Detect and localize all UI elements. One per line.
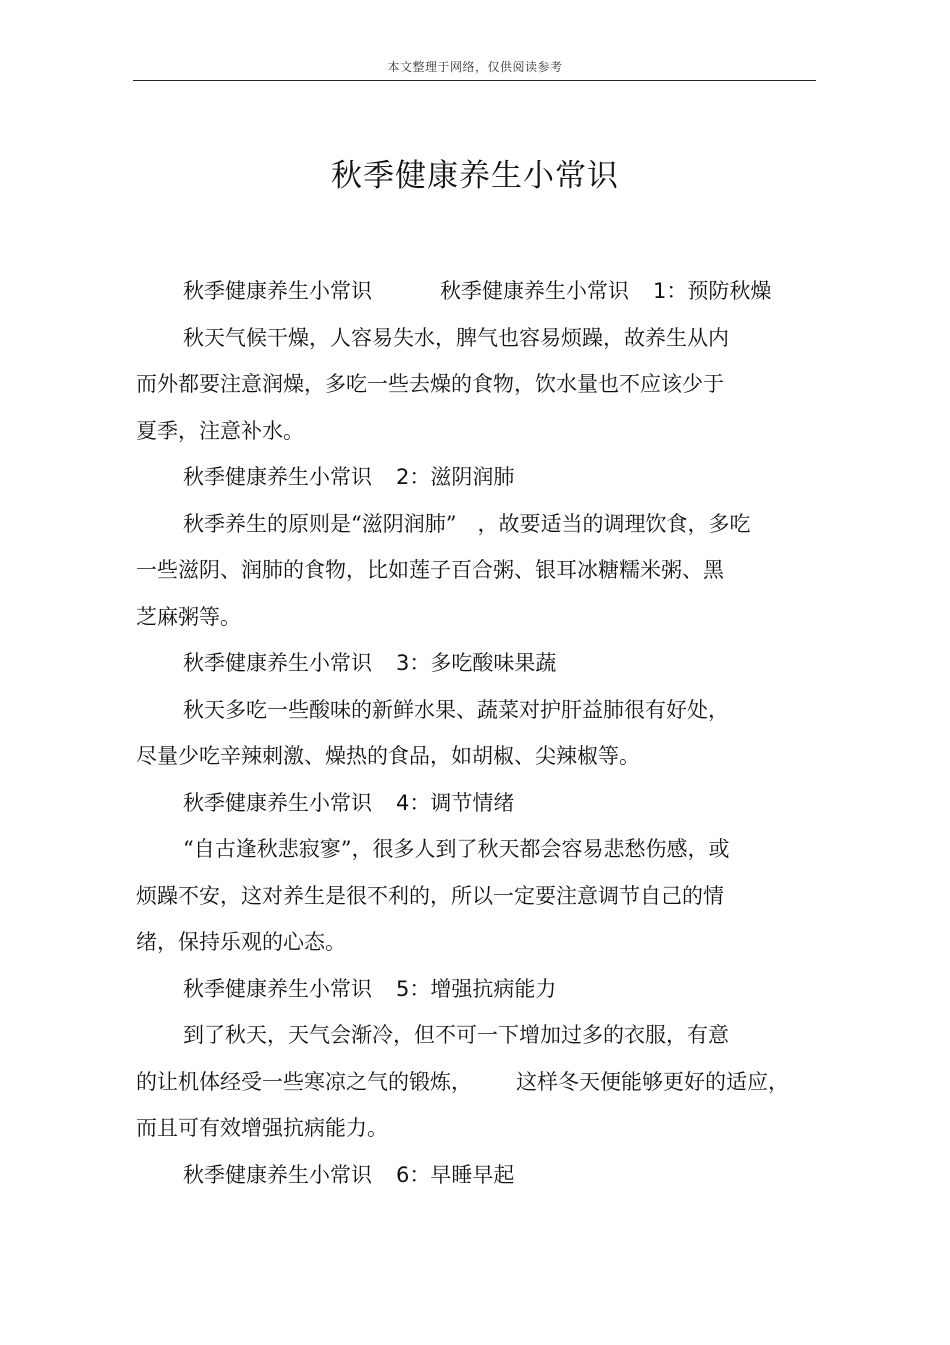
section-heading-6: 秋季健康养生小常识 6：早睡早起: [183, 1162, 515, 1187]
section-heading-prefix: 秋季健康养生小常识: [440, 279, 629, 303]
paragraph-line: “自古逢秋悲寂寥”，很多人到了秋天都会容易悲愁伤感，或: [183, 837, 730, 861]
section-heading-2: 秋季健康养生小常识 2：滋阴润肺: [183, 465, 515, 489]
section-heading-4: 秋季健康养生小常识 4：调节情绪: [183, 790, 515, 815]
document-title: 秋季健康养生小常识: [331, 158, 619, 194]
section-number: 3: [396, 651, 410, 675]
section-heading-prefix: 秋季健康养生小常识: [183, 651, 372, 675]
paragraph-line: 而外都要注意润燥，多吃一些去燥的食物，饮水量也不应该少于: [136, 372, 724, 396]
paragraph-line: 一些滋阴、润肺的食物，比如莲子百合粥、银耳冰糖糯米粥、黑: [136, 558, 724, 582]
section-heading-prefix: 秋季健康养生小常识: [183, 465, 372, 489]
section-topic: 多吃酸味果蔬: [430, 651, 557, 675]
section-number: 1: [653, 279, 667, 303]
section-topic: 调节情绪: [430, 790, 515, 815]
section-heading-1: 秋季健康养生小常识 秋季健康养生小常识 1：预防秋燥: [183, 279, 772, 303]
section-number: 2: [396, 465, 410, 489]
header-note: 本文整理于网络，仅供阅读参考: [387, 60, 563, 74]
section-heading-prefix: 秋季健康养生小常识: [183, 976, 372, 1001]
section-topic: 预防秋燥: [687, 279, 772, 303]
paragraph-line: 芝麻粥等。: [136, 604, 241, 629]
paragraph-line: 夏季，注意补水。: [136, 418, 304, 443]
section-heading-5: 秋季健康养生小常识 5：增强抗病能力: [183, 976, 557, 1001]
paragraph-line: 烦躁不安，这对养生是很不利的，所以一定要注意调节自己的情: [136, 883, 724, 908]
section-topic: 增强抗病能力: [430, 976, 557, 1001]
section-heading-prefix: 秋季健康养生小常识: [183, 790, 372, 815]
section-heading-prefix: 秋季健康养生小常识: [183, 1162, 372, 1187]
header-divider: [133, 80, 816, 81]
paragraph-line: 而且可有效增强抗病能力。: [136, 1116, 388, 1140]
section-number: 6: [396, 1162, 410, 1187]
section-number: 5: [396, 976, 410, 1001]
paragraph-line: 秋天多吃一些酸味的新鲜水果、蔬菜对护肝益肺很有好处，: [183, 697, 729, 722]
section-topic: 滋阴润肺: [430, 465, 515, 489]
paragraph-line: 秋季养生的原则是“滋阴润肺” ，故要适当的调理饮食，多吃: [183, 511, 751, 536]
section-number: 4: [396, 790, 410, 815]
paragraph-line: 到了秋天，天气会渐冷，但不可一下增加过多的衣服，有意: [183, 1023, 729, 1047]
intro-label: 秋季健康养生小常识: [183, 279, 372, 303]
paragraph-fragment: 的让机体经受一些寒凉之气的锻炼，: [136, 1069, 472, 1094]
section-topic: 早睡早起: [430, 1162, 515, 1187]
paragraph-line: [136, 1059, 806, 1106]
paragraph-line: 绪，保持乐观的心态。: [136, 930, 346, 954]
paragraph-fragment: 这样冬天便能够更好的适应，: [516, 1069, 789, 1094]
paragraph-line: 尽量少吃辛辣刺激、燥热的食品，如胡椒、尖辣椒等。: [136, 744, 640, 768]
document-body: [136, 268, 806, 1198]
paragraph-line: 秋天气候干燥，人容易失水，脾气也容易烦躁，故养生从内: [183, 325, 729, 350]
section-heading-3: 秋季健康养生小常识 3：多吃酸味果蔬: [183, 651, 557, 675]
